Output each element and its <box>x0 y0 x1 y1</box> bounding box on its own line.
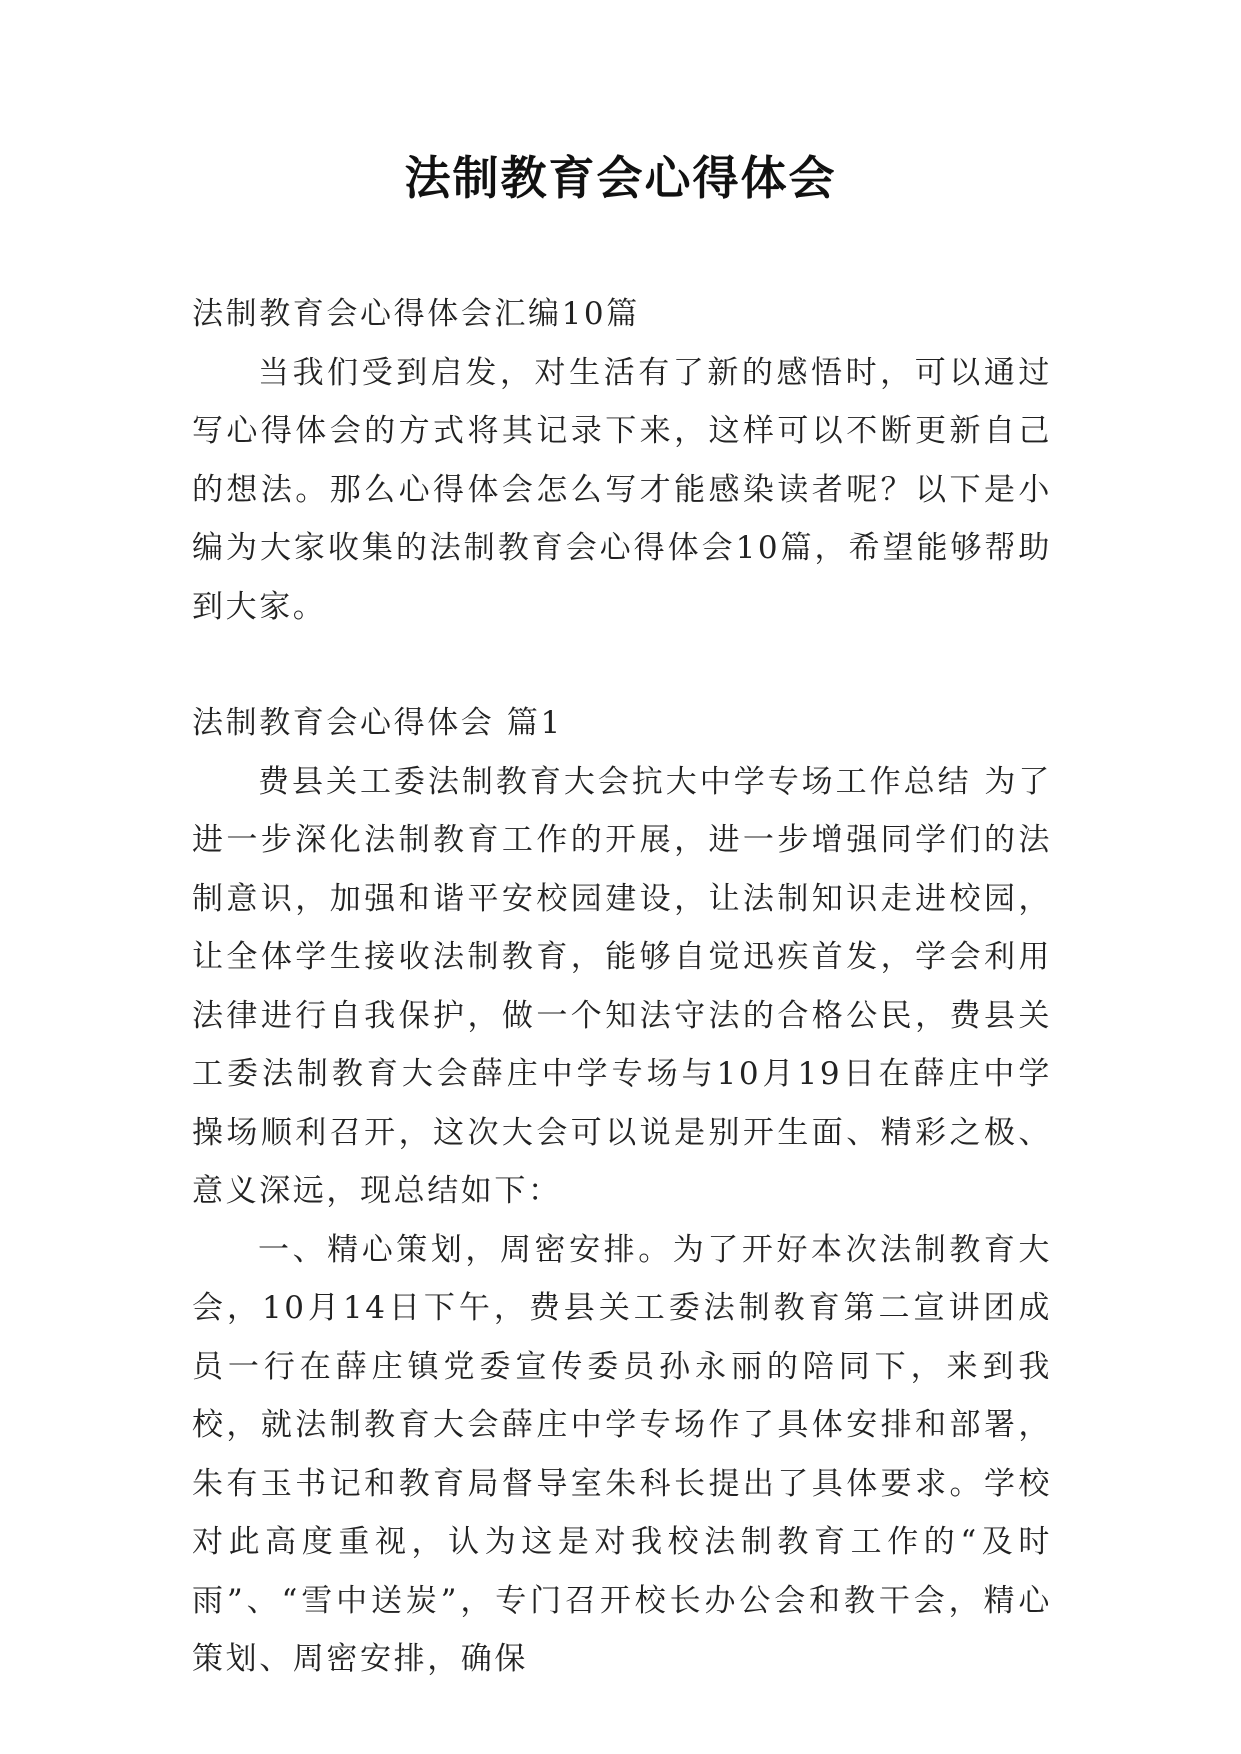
body-paragraph: 一、精心策划，周密安排。为了开好本次法制教育大会，10月14日下午，费县关工委法制教育第二宣讲团成员一行在薛庄镇党委宣传委员孙永丽的陪同下，来到我校，就法制教育大会薛庄中学专场作了具体安排和部署，朱有玉书记和教育局督导室朱科长提出了具体要求。学校对此高度重视，认为这是对我校法制教育工作的“及时雨”、“雪中送炭”，专门召开校长办公会和教干会，精心策划、周密安排，确保 <box>192 1231 1052 1677</box>
document-subtitle: 法制教育会心得体会汇编10篇 <box>192 296 640 332</box>
section-heading: 法制教育会心得体会 篇1 <box>192 705 563 741</box>
document-title: 法制教育会心得体会 <box>404 151 837 205</box>
document-body <box>192 285 1052 1689</box>
body-paragraph: 费县关工委法制教育大会抗大中学专场工作总结 为了进一步深化法制教育工作的开展，进一步增强同学们的法制意识，加强和谐平安校园建设，让法制知识走进校园，让全体学生接收法制教育，能够自觉迅疾首发，学会利用法律进行自我保护，做一个知法守法的合格公民，费县关工委法制教育大会薛庄中学专场与10月19日在薛庄中学操场顺利召开，这次大会可以说是别开生面、精彩之极、意义深远，现总结如下： <box>192 763 1052 1209</box>
intro-paragraph: 当我们受到启发，对生活有了新的感悟时，可以通过写心得体会的方式将其记录下来，这样可以不断更新自己的想法。那么心得体会怎么写才能感染读者呢？以下是小编为大家收集的法制教育会心得体会10篇，希望能够帮助到大家。 <box>192 354 1052 625</box>
